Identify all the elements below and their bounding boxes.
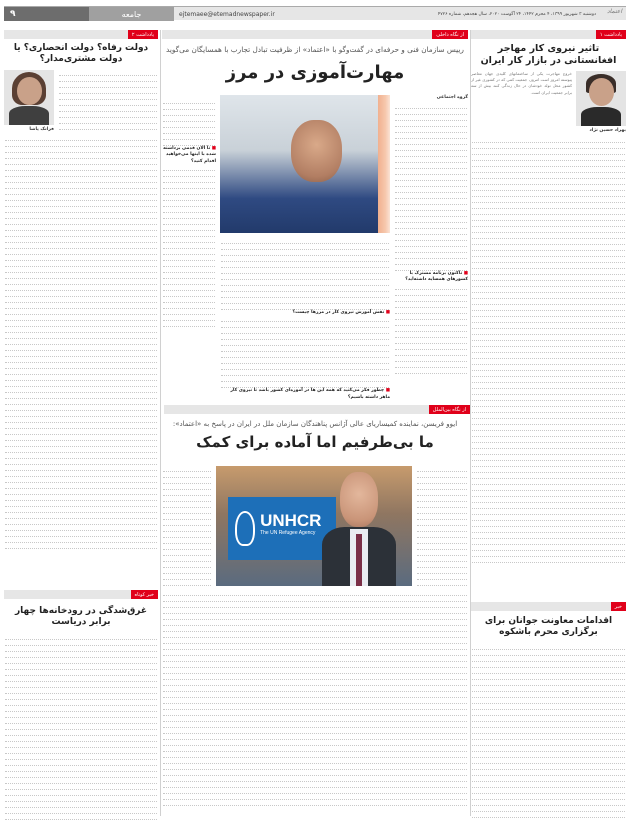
section-label: یادداشت ۱ <box>596 30 626 39</box>
main-kicker: رییس سازمان فنی و حرفه‌ای در گفت‌وگو با «اعتماد» از ظرفیت تبادل تجارب با همسایگان می‌گوید <box>166 45 464 54</box>
date-line: دوشنبه ۳ شهریور ۱۳۹۹، ۴ محرم ۱۴۴۲، ۲۴ آگوست ۲۰۲۰، سال هجدهم، شماره ۴۷۲۶ <box>437 11 596 17</box>
second-section-bar <box>164 405 470 414</box>
left-column <box>4 30 158 820</box>
short-news-bar <box>4 590 158 599</box>
masthead <box>4 6 626 20</box>
second-body-right <box>416 466 468 586</box>
main-body-right <box>394 95 468 374</box>
unhcr-banner <box>228 497 336 559</box>
news-headline[interactable]: اقدامات معاونت جوانان برای برگزاری محرم باشکوه <box>484 616 613 638</box>
main-body-center <box>220 238 390 405</box>
main-headline[interactable]: مهارت‌آموزی در مرز <box>225 62 405 83</box>
left-headline[interactable]: دولت رفاه؟ دولت انحصاری؟ یا دولت مشتری‌مدار؟ <box>13 43 149 65</box>
left-body <box>4 135 158 549</box>
main-section-label: از نگاه داخلی <box>432 30 468 39</box>
main-story <box>162 30 468 405</box>
interview-question: ■ تاکنون برنامه مشترک با کشورهای همسایه داشته‌اید؟ <box>405 271 468 283</box>
second-body-left <box>162 466 212 586</box>
short-news-label: خبر کوتاه <box>131 590 158 599</box>
interview-question: ■ نقش آموزش نیروی کار در مرزها چیست؟ <box>292 310 390 315</box>
main-section-bar <box>162 30 468 39</box>
short-news-body <box>4 634 158 820</box>
interview-question: ■ تا الان قدمی برداشته شده با اینها می‌خواهید اقدام کنید؟ <box>163 146 216 164</box>
main-photo <box>220 95 378 233</box>
author-photo <box>576 71 626 126</box>
main-body-left <box>162 98 216 327</box>
news-label: خبر <box>611 602 626 611</box>
left-section-label: یادداشت ۲ <box>128 30 158 39</box>
section-label-bar <box>471 30 626 39</box>
article-headline[interactable]: تاثیر نیروی کار مهاجر افغانستانی در بازار کار ایران <box>480 43 617 66</box>
photo-subject <box>322 472 396 586</box>
unhcr-photo <box>216 466 412 586</box>
section-email[interactable]: ejtemaee@etemadnewspaper.ir <box>179 10 275 18</box>
second-body-bottom <box>162 590 468 806</box>
article-lead: خروج مهاجرت یکی از ساختمانهای کلیدی جهان معاصر پیوسته امروز است امروز، جمعیت کمی که در کشوری غیر از کشور محل تولد خودشان در حال زندگی کنند بیش از سه برابر جمعیت ایران است. <box>471 70 572 95</box>
second-headline[interactable]: ما بی‌طرفیم اما آماده برای کمک <box>196 433 434 451</box>
author-name: بهزاد حسین نژاد <box>589 127 626 133</box>
section-name: جامعه <box>89 7 174 21</box>
second-section-label: از نگاه بین‌الملل <box>429 405 470 414</box>
left-lead <box>58 70 158 132</box>
unhcr-logo-icon <box>235 511 254 546</box>
short-news-headline[interactable]: غرق‌شدگی در رودخانه‌ها چهار برابر دریاست <box>14 606 148 628</box>
interview-question: ■ چطور فکر می‌کنید که همه این ها در آموزه‌ای کشور باشد تا نیروی کار ماهر داشته باشیم؟ <box>230 388 390 400</box>
newspaper-logo: اعتماد <box>606 8 622 15</box>
author-photo <box>4 70 54 125</box>
page-number: ۹ <box>4 7 89 21</box>
left-label-bar <box>4 30 158 39</box>
second-story-main <box>162 418 468 818</box>
second-kicker: ایوو فریسن، نماینده کمیساریای عالی آژانس پناهندگان سازمان ملل در ایران در پاسخ به «اعتماد»: <box>172 420 458 428</box>
main-byline: گروه اجتماعی <box>436 95 468 100</box>
author-name: فرانک پاشا <box>29 126 54 132</box>
main-photo-background <box>378 95 390 233</box>
unhcr-wordmark: UNHCR <box>260 510 322 530</box>
unhcr-tagline: The UN Refugee Agency <box>260 529 316 536</box>
